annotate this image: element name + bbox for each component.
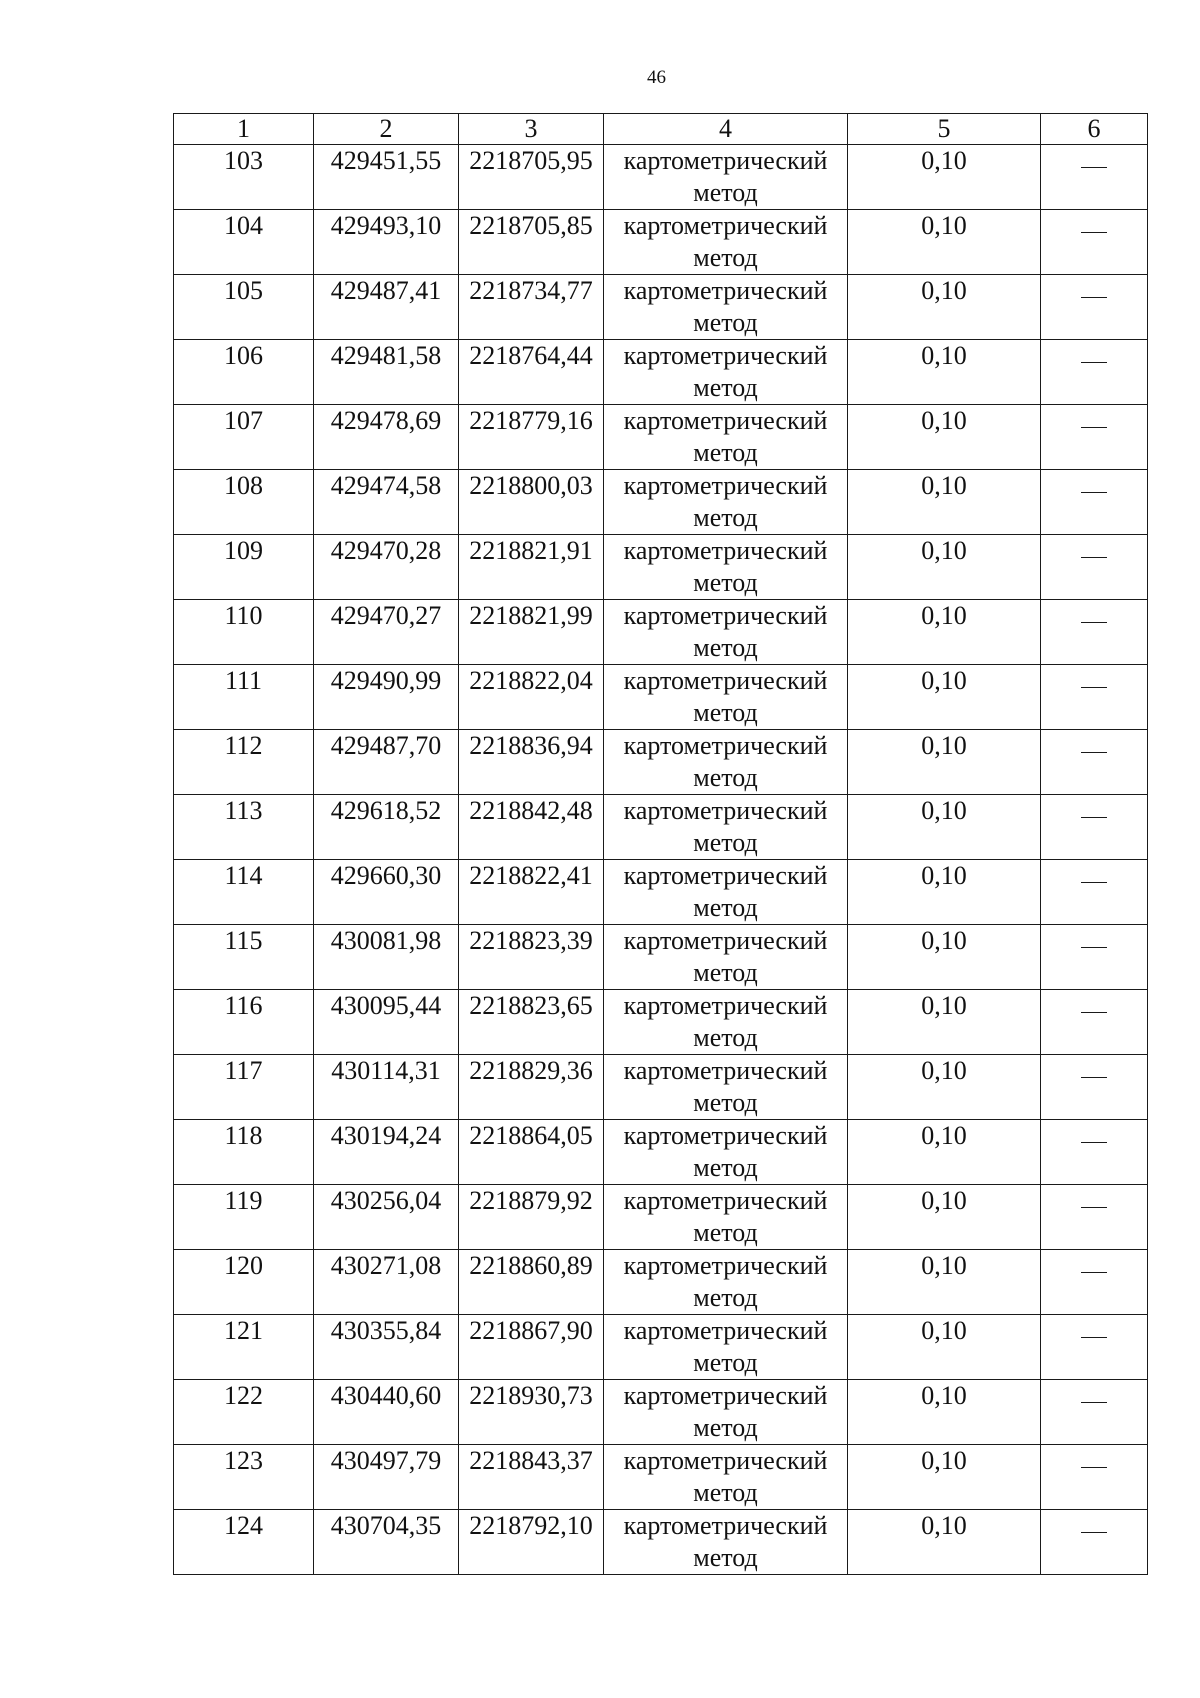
coord-x-cell (314, 470, 459, 535)
coord-x-cell (314, 600, 459, 665)
coord-x-cell (314, 1380, 459, 1445)
coord-x: 429490,99 (330, 666, 442, 695)
coord-x-cell (314, 925, 459, 990)
coord-y: 2218829,36 (469, 1056, 593, 1085)
point-number: 119 (224, 1186, 263, 1215)
coord-x-cell (314, 535, 459, 600)
coord-x-cell (314, 145, 459, 210)
method-text: картометрический метод (623, 1446, 828, 1507)
coord-y-cell (459, 1185, 604, 1250)
accuracy-cell (848, 405, 1041, 470)
column-header-6: 6 (1041, 114, 1148, 145)
coord-y: 2218734,77 (469, 276, 593, 305)
table-row (174, 730, 1148, 795)
em-dash (1081, 492, 1107, 493)
coord-y: 2218822,04 (469, 666, 593, 695)
coord-y: 2218764,44 (469, 341, 593, 370)
table-row (174, 275, 1148, 340)
table-row (174, 990, 1148, 1055)
em-dash (1081, 1012, 1107, 1013)
description-cell (1041, 1055, 1148, 1120)
coord-x: 429487,41 (330, 276, 442, 305)
method-cell (604, 210, 848, 275)
method-cell (604, 600, 848, 665)
accuracy-cell (848, 795, 1041, 860)
coord-y-cell (459, 275, 604, 340)
method-cell (604, 860, 848, 925)
point-number: 106 (224, 341, 263, 370)
accuracy-value: 0,10 (921, 796, 967, 825)
coord-x: 429660,30 (330, 861, 442, 890)
accuracy-cell (848, 1380, 1041, 1445)
point-number-cell (174, 1380, 314, 1445)
coord-x-cell (314, 730, 459, 795)
table-row (174, 1055, 1148, 1120)
point-number-cell (174, 145, 314, 210)
coord-x-cell (314, 1120, 459, 1185)
coord-y-cell (459, 600, 604, 665)
column-header-3: 3 (459, 114, 604, 145)
method-cell (604, 145, 848, 210)
point-number: 105 (224, 276, 263, 305)
point-number-cell (174, 1055, 314, 1120)
accuracy-cell (848, 210, 1041, 275)
point-number-cell (174, 730, 314, 795)
point-number: 123 (224, 1446, 263, 1475)
accuracy-value: 0,10 (921, 991, 967, 1020)
method-text: картометрический метод (623, 861, 828, 922)
coord-y-cell (459, 1315, 604, 1380)
point-number-cell (174, 795, 314, 860)
method-cell (604, 1445, 848, 1510)
point-number: 114 (224, 861, 263, 890)
accuracy-value: 0,10 (921, 1251, 967, 1280)
column-header-5: 5 (848, 114, 1041, 145)
table-row (174, 210, 1148, 275)
coord-y-cell (459, 1120, 604, 1185)
coord-x: 429474,58 (330, 471, 442, 500)
coord-y: 2218860,89 (469, 1251, 593, 1280)
table-row (174, 405, 1148, 470)
point-number: 116 (224, 991, 263, 1020)
coord-x-cell (314, 665, 459, 730)
coord-y: 2218823,65 (469, 991, 593, 1020)
coord-x: 430355,84 (330, 1316, 442, 1345)
point-number: 111 (224, 666, 263, 695)
point-number: 117 (224, 1056, 263, 1085)
coord-y-cell (459, 1055, 604, 1120)
coord-y-cell (459, 730, 604, 795)
point-number-cell (174, 665, 314, 730)
em-dash (1081, 427, 1107, 428)
description-cell (1041, 990, 1148, 1055)
point-number: 104 (224, 211, 263, 240)
coord-y: 2218821,99 (469, 601, 593, 630)
method-cell (604, 1250, 848, 1315)
coord-y: 2218821,91 (469, 536, 593, 565)
accuracy-cell (848, 1445, 1041, 1510)
coord-x: 430114,31 (331, 1056, 441, 1085)
point-number: 121 (224, 1316, 263, 1345)
coord-y: 2218822,41 (469, 861, 593, 890)
description-cell (1041, 1315, 1148, 1380)
coord-y: 2218842,48 (469, 796, 593, 825)
accuracy-value: 0,10 (921, 1186, 967, 1215)
coord-x: 429470,28 (330, 536, 442, 565)
accuracy-value: 0,10 (921, 536, 967, 565)
description-cell (1041, 730, 1148, 795)
coord-y: 2218792,10 (469, 1511, 593, 1540)
method-cell (604, 1055, 848, 1120)
point-number-cell (174, 210, 314, 275)
table-row (174, 535, 1148, 600)
description-cell (1041, 405, 1148, 470)
coord-x: 430704,35 (330, 1511, 442, 1540)
method-text: картометрический метод (623, 1511, 828, 1572)
point-number-cell (174, 1185, 314, 1250)
coord-x-cell (314, 860, 459, 925)
table-row (174, 1380, 1148, 1445)
em-dash (1081, 947, 1107, 948)
method-text: картометрический метод (623, 1186, 828, 1247)
coord-y: 2218705,95 (469, 146, 593, 175)
em-dash (1081, 817, 1107, 818)
accuracy-cell (848, 1185, 1041, 1250)
em-dash (1081, 232, 1107, 233)
table-row (174, 1250, 1148, 1315)
coord-y-cell (459, 1250, 604, 1315)
point-number: 113 (224, 796, 263, 825)
point-number-cell (174, 990, 314, 1055)
method-cell (604, 1185, 848, 1250)
point-number: 109 (224, 536, 263, 565)
coord-x: 430194,24 (330, 1121, 442, 1150)
coord-x-cell (314, 275, 459, 340)
em-dash (1081, 1337, 1107, 1338)
description-cell (1041, 1380, 1148, 1445)
em-dash (1081, 1272, 1107, 1273)
em-dash (1081, 882, 1107, 883)
method-cell (604, 275, 848, 340)
method-text: картометрический метод (623, 341, 828, 402)
coord-x: 429618,52 (330, 796, 442, 825)
em-dash (1081, 687, 1107, 688)
em-dash (1081, 1402, 1107, 1403)
table-row (174, 795, 1148, 860)
table-row (174, 340, 1148, 405)
accuracy-value: 0,10 (921, 731, 967, 760)
description-cell (1041, 1510, 1148, 1575)
table-row (174, 665, 1148, 730)
method-cell (604, 925, 848, 990)
em-dash (1081, 1532, 1107, 1533)
method-cell (604, 990, 848, 1055)
table-row (174, 860, 1148, 925)
point-number-cell (174, 470, 314, 535)
accuracy-value: 0,10 (921, 276, 967, 305)
accuracy-cell (848, 1055, 1041, 1120)
coord-x: 429487,70 (330, 731, 442, 760)
point-number-cell (174, 275, 314, 340)
coord-y: 2218867,90 (469, 1316, 593, 1345)
coord-x-cell (314, 1055, 459, 1120)
method-text: картометрический метод (623, 471, 828, 532)
method-cell (604, 470, 848, 535)
description-cell (1041, 1445, 1148, 1510)
accuracy-value: 0,10 (921, 406, 967, 435)
accuracy-value: 0,10 (921, 1381, 967, 1410)
description-cell (1041, 210, 1148, 275)
accuracy-cell (848, 600, 1041, 665)
accuracy-value: 0,10 (921, 1446, 967, 1475)
point-number: 120 (224, 1251, 263, 1280)
method-text: картометрический метод (623, 1121, 828, 1182)
accuracy-cell (848, 860, 1041, 925)
description-cell (1041, 145, 1148, 210)
table-row (174, 1120, 1148, 1185)
point-number-cell (174, 925, 314, 990)
point-number: 108 (224, 471, 263, 500)
coord-y-cell (459, 340, 604, 405)
point-number-cell (174, 1120, 314, 1185)
column-header-4: 4 (604, 114, 848, 145)
point-number: 110 (224, 601, 263, 630)
description-cell (1041, 535, 1148, 600)
coord-y-cell (459, 990, 604, 1055)
accuracy-value: 0,10 (921, 601, 967, 630)
table-row (174, 600, 1148, 665)
table-row (174, 1510, 1148, 1575)
coord-x: 430095,44 (330, 991, 442, 1020)
description-cell (1041, 665, 1148, 730)
column-header-2: 2 (314, 114, 459, 145)
coord-y-cell (459, 925, 604, 990)
method-text: картометрический метод (623, 276, 828, 337)
method-cell (604, 405, 848, 470)
accuracy-cell (848, 275, 1041, 340)
description-cell (1041, 1250, 1148, 1315)
coord-y: 2218836,94 (469, 731, 593, 760)
point-number: 122 (224, 1381, 263, 1410)
point-number-cell (174, 1510, 314, 1575)
point-number-cell (174, 860, 314, 925)
accuracy-value: 0,10 (921, 1121, 967, 1150)
method-cell (604, 795, 848, 860)
accuracy-value: 0,10 (921, 1511, 967, 1540)
coord-y: 2218843,37 (469, 1446, 593, 1475)
coord-y-cell (459, 1445, 604, 1510)
coord-x-cell (314, 210, 459, 275)
accuracy-cell (848, 925, 1041, 990)
description-cell (1041, 600, 1148, 665)
coord-y-cell (459, 665, 604, 730)
coord-y-cell (459, 210, 604, 275)
accuracy-value: 0,10 (921, 666, 967, 695)
method-text: картометрический метод (623, 1056, 828, 1117)
em-dash (1081, 1142, 1107, 1143)
coord-x: 430271,08 (330, 1251, 442, 1280)
accuracy-cell (848, 1250, 1041, 1315)
point-number: 103 (224, 146, 263, 175)
point-number-cell (174, 600, 314, 665)
coord-y-cell (459, 860, 604, 925)
accuracy-cell (848, 145, 1041, 210)
coord-y: 2218800,03 (469, 471, 593, 500)
coord-x: 429478,69 (330, 406, 442, 435)
table-body (174, 114, 1148, 1575)
method-text: картометрический метод (623, 536, 828, 597)
page-number: 46 (647, 67, 666, 88)
method-cell (604, 730, 848, 795)
em-dash (1081, 167, 1107, 168)
description-cell (1041, 795, 1148, 860)
accuracy-value: 0,10 (921, 211, 967, 240)
method-text: картометрический метод (623, 146, 828, 207)
method-cell (604, 535, 848, 600)
coord-x-cell (314, 405, 459, 470)
table-row (174, 1315, 1148, 1380)
coordinates-table (173, 113, 1148, 1575)
coord-x-cell (314, 340, 459, 405)
method-cell (604, 1510, 848, 1575)
coord-y: 2218705,85 (469, 211, 593, 240)
method-cell (604, 1380, 848, 1445)
coord-y-cell (459, 1380, 604, 1445)
method-text: картометрический метод (623, 796, 828, 857)
method-text: картометрический метод (623, 1381, 828, 1442)
point-number: 118 (224, 1121, 263, 1150)
em-dash (1081, 362, 1107, 363)
point-number: 107 (224, 406, 263, 435)
em-dash (1081, 1207, 1107, 1208)
accuracy-cell (848, 730, 1041, 795)
point-number: 115 (224, 926, 263, 955)
accuracy-cell (848, 990, 1041, 1055)
coord-y-cell (459, 795, 604, 860)
coord-y: 2218864,05 (469, 1121, 593, 1150)
point-number-cell (174, 340, 314, 405)
coord-x-cell (314, 1185, 459, 1250)
method-text: картометрический метод (623, 601, 828, 662)
coord-x: 430256,04 (330, 1186, 442, 1215)
em-dash (1081, 297, 1107, 298)
description-cell (1041, 1185, 1148, 1250)
em-dash (1081, 752, 1107, 753)
point-number-cell (174, 1315, 314, 1380)
em-dash (1081, 557, 1107, 558)
accuracy-value: 0,10 (921, 341, 967, 370)
description-cell (1041, 470, 1148, 535)
coord-x-cell (314, 990, 459, 1055)
coord-y: 2218823,39 (469, 926, 593, 955)
method-text: картометрический метод (623, 926, 828, 987)
method-text: картометрический метод (623, 991, 828, 1052)
coord-x-cell (314, 1315, 459, 1380)
accuracy-cell (848, 665, 1041, 730)
coord-y: 2218779,16 (469, 406, 593, 435)
method-text: картометрический метод (623, 666, 828, 727)
point-number-cell (174, 1445, 314, 1510)
coord-x-cell (314, 1250, 459, 1315)
method-cell (604, 1120, 848, 1185)
coord-y-cell (459, 470, 604, 535)
column-header-1: 1 (174, 114, 314, 145)
accuracy-value: 0,10 (921, 926, 967, 955)
coord-x: 430081,98 (330, 926, 442, 955)
table-row (174, 470, 1148, 535)
point-number-cell (174, 535, 314, 600)
description-cell (1041, 860, 1148, 925)
method-cell (604, 340, 848, 405)
coord-y-cell (459, 405, 604, 470)
accuracy-value: 0,10 (921, 1056, 967, 1085)
description-cell (1041, 275, 1148, 340)
coord-y-cell (459, 1510, 604, 1575)
table-row (174, 1185, 1148, 1250)
method-text: картометрический метод (623, 1316, 828, 1377)
accuracy-cell (848, 340, 1041, 405)
coord-y-cell (459, 145, 604, 210)
method-cell (604, 1315, 848, 1380)
accuracy-value: 0,10 (921, 471, 967, 500)
coord-x-cell (314, 1510, 459, 1575)
coord-x-cell (314, 1445, 459, 1510)
point-number-cell (174, 1250, 314, 1315)
description-cell (1041, 1120, 1148, 1185)
table-row (174, 145, 1148, 210)
method-text: картометрический метод (623, 731, 828, 792)
method-text: картометрический метод (623, 1251, 828, 1312)
table-row (174, 925, 1148, 990)
accuracy-value: 0,10 (921, 1316, 967, 1345)
column-number-row (174, 114, 1148, 145)
coord-x: 429451,55 (330, 146, 442, 175)
em-dash (1081, 1077, 1107, 1078)
em-dash (1081, 622, 1107, 623)
table-row (174, 1445, 1148, 1510)
accuracy-cell (848, 1120, 1041, 1185)
coord-y-cell (459, 535, 604, 600)
point-number-cell (174, 405, 314, 470)
method-text: картометрический метод (623, 211, 828, 272)
point-number: 112 (224, 731, 263, 760)
coord-x: 430497,79 (330, 1446, 442, 1475)
accuracy-cell (848, 1315, 1041, 1380)
method-cell (604, 665, 848, 730)
coord-x: 429470,27 (330, 601, 442, 630)
coord-y: 2218930,73 (469, 1381, 593, 1410)
coord-x: 429481,58 (330, 341, 442, 370)
method-text: картометрический метод (623, 406, 828, 467)
coord-x: 429493,10 (330, 211, 442, 240)
coord-x-cell (314, 795, 459, 860)
point-number: 124 (224, 1511, 263, 1540)
accuracy-value: 0,10 (921, 146, 967, 175)
coord-y: 2218879,92 (469, 1186, 593, 1215)
accuracy-cell (848, 535, 1041, 600)
accuracy-cell (848, 1510, 1041, 1575)
em-dash (1081, 1467, 1107, 1468)
description-cell (1041, 925, 1148, 990)
coord-x: 430440,60 (330, 1381, 442, 1410)
accuracy-value: 0,10 (921, 861, 967, 890)
description-cell (1041, 340, 1148, 405)
accuracy-cell (848, 470, 1041, 535)
